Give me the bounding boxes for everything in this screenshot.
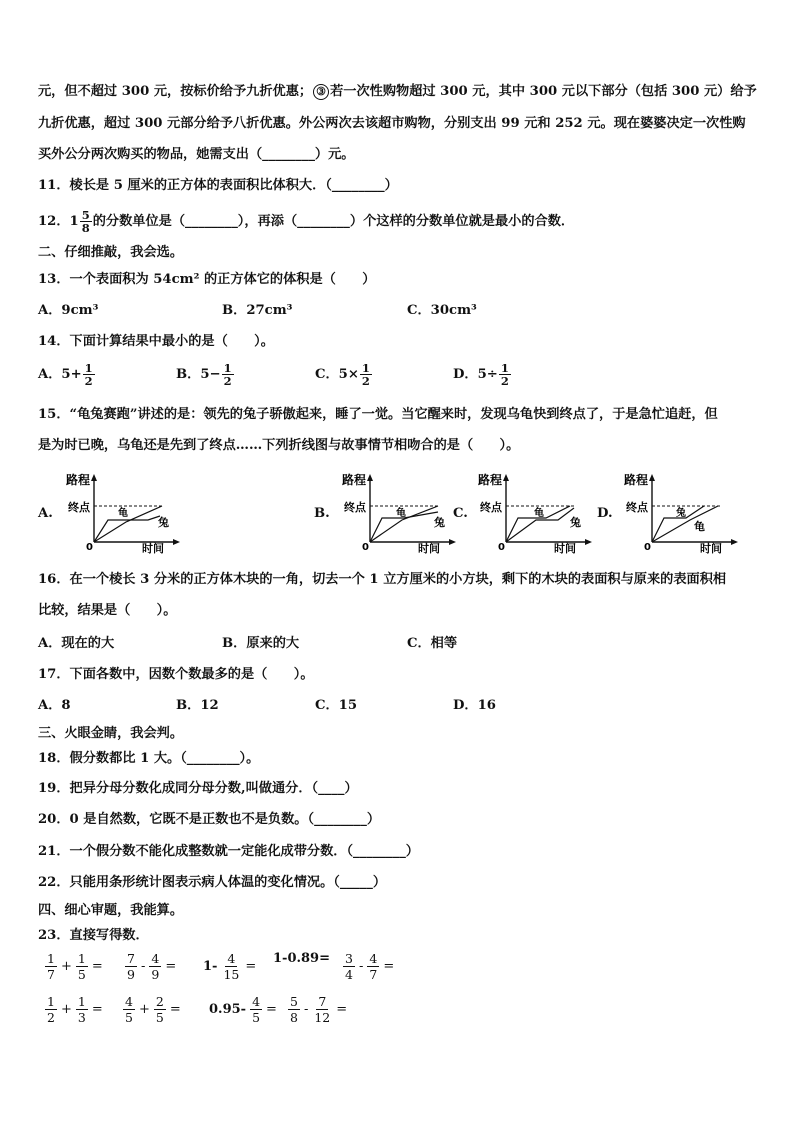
calc-expression bbox=[270, 951, 333, 966]
denominator: 2 bbox=[47, 1010, 55, 1025]
numerator: 1 bbox=[84, 361, 93, 375]
expression-lead: 1- bbox=[203, 959, 218, 974]
calc-expression bbox=[342, 951, 397, 982]
calc-expression bbox=[122, 994, 184, 1025]
text-segment: 元，但不超过 300 元，按标价给予九折优惠； bbox=[38, 84, 313, 99]
turtle-label: 龟 bbox=[118, 508, 128, 519]
option-a: A．现在的大 bbox=[38, 636, 115, 651]
origin-label: 0 bbox=[86, 542, 93, 553]
finish-label: 终点 bbox=[626, 501, 648, 514]
question-15-line-2: 是为时已晚，乌龟还是先到了终点……下列折线图与故事情节相吻合的是（ ）。 bbox=[38, 438, 520, 453]
fraction bbox=[367, 951, 379, 982]
fraction bbox=[45, 994, 57, 1025]
axis-y-label: 路程 bbox=[624, 473, 649, 487]
axis-x-label: 时间 bbox=[554, 542, 576, 554]
graph-option-d-label: D. bbox=[597, 506, 613, 521]
finish-label: 终点 bbox=[68, 501, 90, 514]
denominator: 4 bbox=[345, 967, 353, 982]
origin-label: 0 bbox=[644, 542, 651, 553]
question-23: 23．直接写得数． bbox=[38, 928, 149, 943]
line-graph-a bbox=[62, 472, 182, 558]
turtle-label: 龟 bbox=[396, 508, 406, 519]
denominator: 8 bbox=[81, 221, 90, 235]
question-22: 22．只能用条形统计图表示病人体温的变化情况。（_____） bbox=[38, 875, 387, 890]
option-a: A．9cm³ bbox=[38, 303, 99, 318]
operator: - bbox=[140, 959, 146, 974]
option-label: A．5+ bbox=[38, 366, 82, 382]
numerator: 1 bbox=[77, 994, 86, 1009]
numerator: 1 bbox=[500, 361, 509, 375]
rabbit-label: 兔 bbox=[676, 508, 686, 519]
denominator: 5 bbox=[252, 1010, 261, 1025]
operator: + bbox=[138, 1002, 150, 1017]
question-14: 14．下面计算结果中最小的是（ ）。 bbox=[38, 334, 274, 349]
numerator: 4 bbox=[252, 994, 261, 1009]
fraction bbox=[288, 994, 300, 1025]
origin-label: 0 bbox=[498, 542, 505, 553]
option-b: B．27cm³ bbox=[222, 303, 293, 318]
option-d bbox=[453, 362, 512, 387]
fraction-half bbox=[360, 362, 372, 387]
expression-text: 1-0.89= bbox=[273, 951, 330, 966]
operator: + bbox=[60, 959, 72, 974]
turtle-label: 龟 bbox=[534, 508, 544, 519]
equals-sign: = bbox=[336, 1002, 348, 1017]
operator: - bbox=[358, 959, 364, 974]
whole-part: 1 bbox=[69, 213, 79, 229]
rabbit-label: 兔 bbox=[434, 516, 445, 529]
rabbit-label: 兔 bbox=[570, 516, 581, 529]
denominator: 2 bbox=[84, 374, 93, 388]
numerator: 1 bbox=[223, 361, 232, 375]
line-graph-c bbox=[474, 472, 594, 558]
graph-option-a-label: A. bbox=[38, 506, 53, 521]
option-label: C．5× bbox=[315, 366, 359, 382]
option-c bbox=[315, 362, 373, 387]
numerator: 7 bbox=[127, 951, 135, 966]
denominator: 8 bbox=[290, 1010, 298, 1025]
numerator: 4 bbox=[125, 994, 133, 1009]
option-label: D．5÷ bbox=[453, 366, 498, 382]
fraction-half bbox=[499, 362, 511, 387]
equals-sign: = bbox=[165, 959, 177, 974]
text-line-1 bbox=[38, 83, 756, 101]
fraction bbox=[312, 994, 332, 1025]
axis-y-label: 路程 bbox=[478, 473, 503, 487]
section-heading-4: 四、细心审题，我能算。 bbox=[38, 903, 184, 918]
finish-label: 终点 bbox=[344, 501, 366, 514]
axis-x-label: 时间 bbox=[142, 542, 164, 554]
line-graph-b bbox=[338, 472, 458, 558]
calc-expression bbox=[44, 951, 106, 982]
question-number: 12． bbox=[38, 214, 70, 229]
calc-expression bbox=[206, 994, 280, 1025]
question-13: 13．一个表面积为 54cm² 的正方体它的体积是（ ） bbox=[38, 272, 376, 287]
operator: + bbox=[60, 1002, 72, 1017]
question-15-line-1: 15．“龟兔赛跑”讲述的是：领先的兔子骄傲起来，睡了一觉。当它醒来时，发现乌龟快到终点了，于是急忙追赶，但 bbox=[38, 407, 718, 422]
calc-expression bbox=[44, 994, 106, 1025]
question-19: 19．把异分母分数化成同分母分数,叫做通分．（____） bbox=[38, 781, 358, 796]
line-graph-d bbox=[620, 472, 740, 558]
option-b: B．12 bbox=[176, 698, 219, 713]
option-c: C．15 bbox=[315, 698, 358, 713]
numerator: 1 bbox=[361, 361, 370, 375]
denominator: 9 bbox=[151, 967, 160, 982]
axis-x-label: 时间 bbox=[418, 542, 440, 554]
axis-y-label: 路程 bbox=[66, 473, 91, 487]
option-b: B．原来的大 bbox=[222, 636, 300, 651]
graph-option-c-label: C. bbox=[453, 506, 468, 521]
option-label: B．5− bbox=[176, 366, 221, 382]
origin-label: 0 bbox=[362, 542, 369, 553]
question-16-line-1: 16．在一个棱长 3 分米的正方体木块的一角，切去一个 1 立方厘米的小方块，剩下的木块的表面积与原来的表面积相 bbox=[38, 572, 727, 587]
denominator: 12 bbox=[314, 1010, 331, 1025]
calc-expression bbox=[124, 951, 179, 982]
fraction bbox=[250, 994, 262, 1025]
numerator: 4 bbox=[369, 951, 378, 966]
numerator: 1 bbox=[47, 951, 55, 966]
question-11: 11．棱长是 5 厘米的正方体的表面积比体积大．（________） bbox=[38, 178, 398, 193]
question-17: 17．下面各数中，因数个数最多的是（ ）。 bbox=[38, 667, 314, 682]
option-b bbox=[176, 362, 235, 387]
fraction bbox=[45, 951, 57, 982]
fraction bbox=[221, 951, 241, 982]
fraction bbox=[125, 951, 137, 982]
calc-expression bbox=[200, 951, 259, 982]
denominator: 2 bbox=[500, 374, 509, 388]
option-a bbox=[38, 362, 96, 387]
option-c: C．30cm³ bbox=[407, 303, 477, 318]
question-18: 18．假分数都比 1 大。（________）。 bbox=[38, 751, 260, 766]
numerator: 3 bbox=[345, 951, 353, 966]
mixed-number bbox=[70, 209, 93, 234]
expression-lead: 0.95- bbox=[209, 1002, 247, 1017]
turtle-label: 龟 bbox=[694, 520, 705, 533]
section-heading-3: 三、火眼金睛，我会判。 bbox=[38, 726, 184, 741]
circled-number-3: ③ bbox=[313, 84, 329, 100]
denominator: 2 bbox=[361, 374, 370, 388]
fraction-half bbox=[222, 362, 234, 387]
option-a: A．8 bbox=[38, 698, 71, 713]
denominator: 3 bbox=[77, 1010, 86, 1025]
denominator: 5 bbox=[155, 1010, 164, 1025]
question-12 bbox=[38, 209, 756, 234]
fraction bbox=[80, 209, 92, 234]
text-line-2: 九折优惠，超过 300 元部分给予八折优惠。外公两次去该超市购物，分别支出 99 元和 252 元。现在婆婆决定一次性购 bbox=[38, 116, 746, 131]
text-segment: 若一次性购物超过 300 元，其中 300 元以下部分（包括 300 元）给予 bbox=[330, 84, 757, 99]
fraction bbox=[76, 994, 88, 1025]
axis-y-label: 路程 bbox=[342, 473, 367, 487]
question-text: 的分数单位是（________），再添（________）个这样的分数单位就是最小的合数． bbox=[92, 214, 575, 229]
denominator: 9 bbox=[127, 967, 135, 982]
option-c: C．相等 bbox=[407, 636, 458, 651]
denominator: 5 bbox=[125, 1010, 133, 1025]
equals-sign: = bbox=[169, 1002, 181, 1017]
denominator: 5 bbox=[77, 967, 86, 982]
text-line-3: 买外公分两次购买的物品，她需支出（________）元。 bbox=[38, 147, 355, 162]
numerator: 4 bbox=[151, 951, 160, 966]
equals-sign: = bbox=[383, 959, 395, 974]
numerator: 4 bbox=[227, 951, 236, 966]
equals-sign: = bbox=[245, 959, 257, 974]
numerator: 1 bbox=[47, 994, 55, 1009]
option-d: D．16 bbox=[453, 698, 496, 713]
section-heading-2: 二、仔细推敲，我会选。 bbox=[38, 245, 184, 260]
denominator: 15 bbox=[223, 967, 240, 982]
question-21: 21．一个假分数不能化成整数就一定能化成带分数．（________） bbox=[38, 844, 419, 859]
question-16-line-2: 比较，结果是（ ）。 bbox=[38, 603, 177, 618]
question-20: 20．0 是自然数，它既不是正数也不是负数。（________） bbox=[38, 812, 381, 827]
numerator: 1 bbox=[77, 951, 86, 966]
fraction-half bbox=[83, 362, 95, 387]
fraction bbox=[123, 994, 135, 1025]
calc-expression bbox=[287, 994, 350, 1025]
equals-sign: = bbox=[91, 1002, 103, 1017]
operator: - bbox=[303, 1002, 309, 1017]
equals-sign: = bbox=[266, 1002, 277, 1017]
finish-label: 终点 bbox=[480, 501, 502, 514]
denominator: 7 bbox=[47, 967, 55, 982]
numerator: 7 bbox=[318, 994, 327, 1009]
fraction bbox=[76, 951, 88, 982]
fraction bbox=[154, 994, 166, 1025]
graph-option-b-label: B. bbox=[314, 506, 330, 521]
fraction bbox=[149, 951, 161, 982]
numerator: 2 bbox=[155, 994, 164, 1009]
denominator: 7 bbox=[369, 967, 378, 982]
rabbit-label: 兔 bbox=[158, 516, 169, 529]
denominator: 2 bbox=[223, 374, 232, 388]
equals-sign: = bbox=[91, 959, 103, 974]
numerator: 5 bbox=[290, 994, 298, 1009]
axis-x-label: 时间 bbox=[700, 542, 722, 554]
numerator: 5 bbox=[81, 208, 90, 222]
fraction bbox=[343, 951, 355, 982]
